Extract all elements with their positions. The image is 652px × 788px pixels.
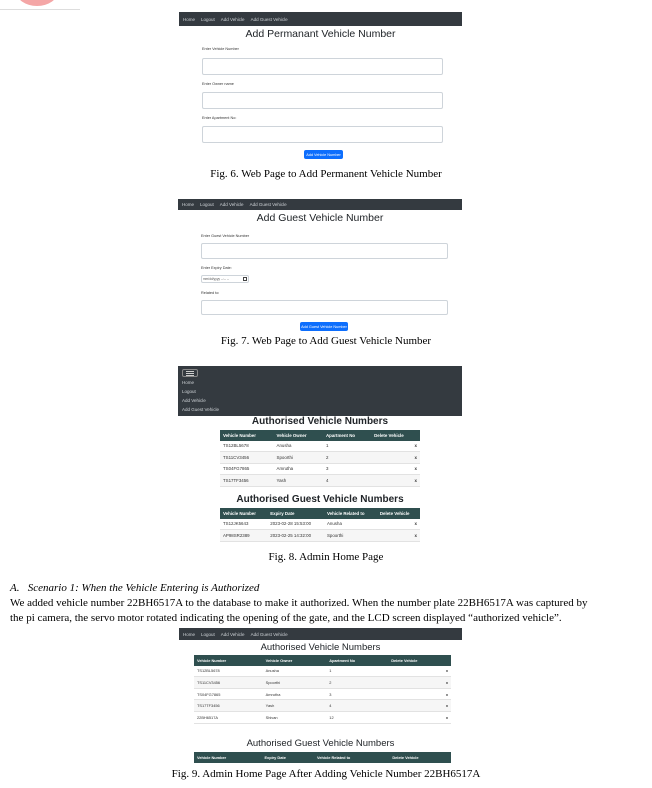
col-vehicle-number: Vehicle Number <box>220 430 274 441</box>
cell: Anusha <box>263 666 327 677</box>
col-expiry-date: Expiry Date <box>261 752 314 763</box>
nav-add-guest-vehicle-link[interactable]: Add Guest Vehicle <box>250 631 288 637</box>
corner-logo <box>0 0 80 10</box>
cell: Amrutha <box>274 463 324 475</box>
fig8-caption: Fig. 8. Admin Home Page <box>268 551 384 563</box>
cell: Amrutha <box>263 688 327 700</box>
guests-section-title: Authorised Guest Vehicle Numbers <box>236 494 404 505</box>
cell: Spoorthi <box>324 530 377 542</box>
vehicles-section-title: Authorised Vehicle Numbers <box>260 642 381 653</box>
related-to-input[interactable] <box>201 300 448 315</box>
section-heading: A. Scenario 1: When the Vehicle Entering is Authorized <box>10 582 260 594</box>
cell: TS17TF3456 <box>194 700 263 712</box>
col-apartment-no: Apartment No <box>323 430 371 441</box>
nav-logout-link[interactable]: Logout <box>200 202 214 207</box>
col-vehicle-owner: Vehicle Owner <box>263 655 327 666</box>
add-vehicle-number-button[interactable]: Add Vehicle Number <box>304 150 343 159</box>
apartment-no-label: Enter Apartment No: <box>202 116 237 120</box>
apartment-no-input[interactable] <box>202 126 443 143</box>
nav-add-vehicle-link[interactable]: Add Vehicle <box>182 398 206 403</box>
col-delete-vehicle: Delete Vehicle <box>389 752 451 763</box>
cell: TS12BL5678 <box>220 441 274 452</box>
hamburger-menu-icon[interactable] <box>182 369 198 377</box>
col-vehicle-number: Vehicle Number <box>220 508 267 519</box>
table-row <box>194 700 451 712</box>
delete-icon[interactable]: x <box>371 475 420 487</box>
nav-add-guest-vehicle-link[interactable]: Add Guest Vehicle <box>249 202 287 207</box>
vehicles-section-title: Authorised Vehicle Numbers <box>251 416 389 427</box>
nav-add-guest-vehicle-link[interactable]: Add Guest Vehicle <box>182 407 220 412</box>
fig6-caption: Fig. 6. Web Page to Add Permanent Vehicle Number <box>210 168 442 180</box>
cell: Spoorthi <box>263 677 327 689</box>
vehicles-table <box>194 655 451 724</box>
cell: 3 <box>323 463 371 475</box>
guests-section-title: Authorised Guest Vehicle Numbers <box>246 738 395 749</box>
fig8-screenshot <box>178 366 462 544</box>
cell: 2023-02-28 15:53:00 <box>267 519 324 530</box>
col-delete-vehicle: Delete Vehicle <box>388 655 451 666</box>
delete-icon[interactable]: x <box>371 452 420 464</box>
cell: 22BH6517A <box>194 711 263 723</box>
table-row <box>220 475 420 487</box>
fig9-screenshot <box>179 628 462 763</box>
col-vehicle-owner: Vehicle Owner <box>274 430 324 441</box>
cell: 2 <box>326 677 388 689</box>
cell: TS11CV3456 <box>194 677 263 689</box>
cell: 3 <box>326 688 388 700</box>
guests-table <box>194 752 451 763</box>
vehicle-number-label: Enter Vehicle Number <box>202 47 239 51</box>
cell: TS04FG7865 <box>220 463 274 475</box>
calendar-icon[interactable] <box>243 277 247 281</box>
fig9-caption: Fig. 9. Admin Home Page After Adding Vehicle Number 22BH6517A <box>171 768 481 780</box>
nav-logout-link[interactable]: Logout <box>182 389 196 394</box>
nav-add-guest-vehicle-link[interactable]: Add Guest Vehicle <box>250 16 288 22</box>
cell: 1 <box>326 666 388 677</box>
col-vehicle-number: Vehicle Number <box>194 752 261 763</box>
cell: Yash <box>274 475 324 487</box>
collapsed-navbar <box>178 366 462 416</box>
delete-icon[interactable]: x <box>377 530 420 542</box>
add-guest-vehicle-number-button[interactable]: Add Guest Vehicle Number <box>300 322 348 331</box>
cell: TS17TF3456 <box>220 475 274 487</box>
nav-add-vehicle-link[interactable]: Add Vehicle <box>220 16 245 22</box>
delete-icon[interactable]: x <box>371 463 420 475</box>
table-row <box>194 688 451 700</box>
cell: TS04FG7865 <box>194 688 263 700</box>
col-vehicle-related-to: Vehicle Related to <box>324 508 377 519</box>
col-apartment-no: Apartment No <box>326 655 388 666</box>
table-row <box>220 452 420 464</box>
table-row <box>220 519 420 530</box>
nav-home-link[interactable]: Home <box>182 380 195 385</box>
vehicle-number-input[interactable] <box>202 58 443 75</box>
nav-logout-link[interactable]: Logout <box>201 16 215 22</box>
table-row <box>194 677 451 689</box>
nav-home-link[interactable]: Home <box>183 16 196 22</box>
col-delete-vehicle: Delete Vehicle <box>371 430 420 441</box>
cell: Shivan <box>263 711 327 723</box>
delete-icon[interactable]: x <box>377 519 420 530</box>
expiry-date-input[interactable] <box>201 275 249 283</box>
nav-home-link[interactable]: Home <box>183 631 196 637</box>
guests-table <box>220 508 420 542</box>
cell: TS12BL5678 <box>194 666 263 677</box>
delete-icon[interactable]: x <box>371 441 420 452</box>
cell: AP98SR2389 <box>220 530 267 542</box>
navbar <box>179 628 462 640</box>
cell: 2 <box>323 452 371 464</box>
expiry-date-label: Enter Expiry Date: <box>201 266 232 270</box>
cell: TS11CV3456 <box>220 452 274 464</box>
nav-logout-link[interactable]: Logout <box>201 631 215 637</box>
fig7-screenshot <box>178 199 462 333</box>
body-line-1: We added vehicle number 22BH6517A to the database to make it authorized. When the number plate 22BH6517A was captured by <box>10 597 588 609</box>
col-delete-vehicle: Delete Vehicle <box>377 508 420 519</box>
cell: 2023-02-25 14:32:00 <box>267 530 324 542</box>
table-row <box>194 666 451 677</box>
table-row <box>220 441 420 452</box>
nav-add-vehicle-link[interactable]: Add Vehicle <box>220 631 245 637</box>
delete-icon[interactable]: x <box>388 700 451 712</box>
page-title: Add Permanant Vehicle Number <box>245 28 396 40</box>
table-row <box>194 711 451 723</box>
table-row <box>220 530 420 542</box>
cell: Yash <box>263 700 327 712</box>
fig7-caption: Fig. 7. Web Page to Add Guest Vehicle Number <box>220 335 432 347</box>
delete-icon[interactable]: x <box>388 666 451 677</box>
nav-add-vehicle-link[interactable]: Add Vehicle <box>219 202 244 207</box>
owner-name-input[interactable] <box>202 92 443 109</box>
cell: 12 <box>326 711 388 723</box>
guest-vehicle-number-label: Enter Guest Vehicle Number <box>201 234 250 238</box>
cell: 1 <box>323 441 371 452</box>
col-vehicle-related-to: Vehicle Related to <box>314 752 389 763</box>
related-to-label: Related to: <box>201 291 220 295</box>
table-row <box>220 463 420 475</box>
delete-icon[interactable]: x <box>388 711 451 723</box>
body-line-2: the pi camera, the servo motor rotated indicating the opening of the gate, and the LCD screen displayed “authorized vehicle”. <box>10 612 562 624</box>
cell: 4 <box>326 700 388 712</box>
delete-icon[interactable]: x <box>388 688 451 700</box>
cell: Spoorthi <box>274 452 324 464</box>
navbar <box>178 199 462 210</box>
cell: TS12JK5643 <box>220 519 267 530</box>
delete-icon[interactable]: x <box>388 677 451 689</box>
date-placeholder: mm/dd/yyyy --:-- -- <box>203 277 230 281</box>
cell: Anusha <box>324 519 377 530</box>
cell: Anusha <box>274 441 324 452</box>
fig6-screenshot <box>179 12 462 162</box>
cell: 4 <box>323 475 371 487</box>
col-expiry-date: Expiry Date <box>267 508 324 519</box>
col-vehicle-number: Vehicle Number <box>194 655 263 666</box>
vehicles-table <box>220 430 420 487</box>
nav-home-link[interactable]: Home <box>182 202 195 207</box>
page-title: Add Guest Vehicle Number <box>256 212 384 224</box>
guest-vehicle-number-input[interactable] <box>201 243 448 259</box>
navbar <box>179 12 462 26</box>
owner-name-label: Enter Owner name <box>202 82 234 86</box>
